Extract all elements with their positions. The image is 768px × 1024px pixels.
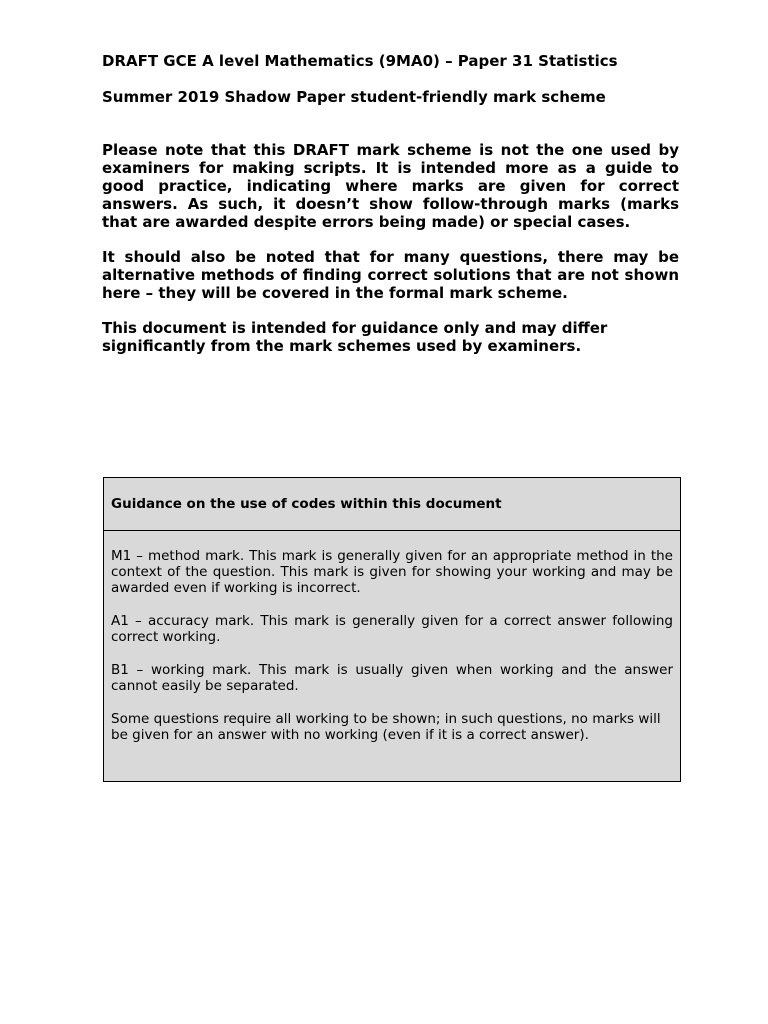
guidance-body (104, 531, 680, 743)
intro-paragraph-guidance-only: This document is intended for guidance only and may differ significantly from the mark schemes used by examiners. (102, 319, 608, 355)
intro-paragraph-alternative-methods: It should also be noted that for many questions, there may be alternative methods of finding correct solutions that are not shown here – they will be covered in the formal mark scheme. (102, 248, 679, 302)
guidance-item-b1: B1 – working mark. This mark is usually given when working and the answer cannot easily be separated. (111, 662, 673, 694)
guidance-item-working-required: Some questions require all working to be shown; in such questions, no marks will be given for an answer with no working (even if it is a correct answer). (111, 711, 661, 743)
guidance-box (103, 477, 681, 782)
document-subtitle: Summer 2019 Shadow Paper student-friendly mark scheme (102, 88, 606, 106)
intro-paragraph-draft-notice: Please note that this DRAFT mark scheme is not the one used by examiners for making scripts. It is intended more as a guide to good practice, indicating where marks are given for correct answers. As such, it doesn’t show follow-through marks (marks that are awarded despite errors being made) or special cases. (102, 141, 679, 231)
guidance-item-a1: A1 – accuracy mark. This mark is generally given for a correct answer following correct working. (111, 613, 673, 645)
guidance-heading: Guidance on the use of codes within this document (104, 478, 680, 531)
guidance-item-m1: M1 – method mark. This mark is generally given for an appropriate method in the context of the question. This mark is given for showing your working and may be awarded even if working is incorrect. (111, 548, 673, 596)
document-title: DRAFT GCE A level Mathematics (9MA0) – Paper 31 Statistics (102, 52, 618, 70)
